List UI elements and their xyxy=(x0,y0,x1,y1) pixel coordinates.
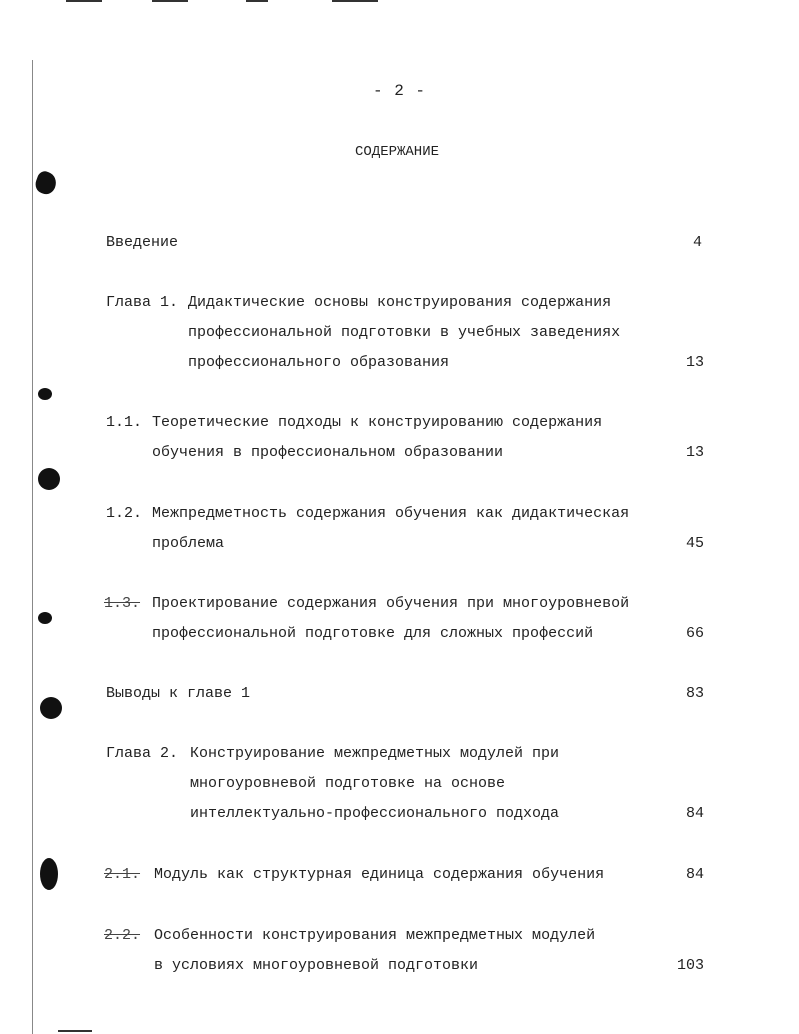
toc-entry-line: Дидактические основы конструирования содержания xyxy=(188,294,612,311)
toc-entry-line: профессиональной подготовке для сложных профессий xyxy=(152,625,594,642)
toc-entry-page: 66 xyxy=(685,625,704,642)
toc-entry-page: 45 xyxy=(685,535,704,552)
toc-entry-page: 13 xyxy=(685,444,704,461)
binding-mark-1 xyxy=(33,169,59,197)
scan-edge-line-top-2 xyxy=(152,0,188,2)
toc-entry-line: проблема xyxy=(152,535,225,552)
toc-entry-number: 2.2. xyxy=(104,927,141,944)
toc-entry-line: профессиональной подготовки в учебных заведениях xyxy=(188,324,621,341)
toc-entry-number: 1.3. xyxy=(104,595,141,612)
toc-title: СОДЕРЖАНИЕ xyxy=(355,144,440,160)
scan-edge-line-top-3 xyxy=(246,0,268,2)
punch-hole-2 xyxy=(40,697,62,719)
toc-entry-line: Межпредметность содержания обучения как дидактическая xyxy=(152,505,630,522)
toc-entry-number: 2.1. xyxy=(104,866,141,883)
toc-entry-number: Глава 1. xyxy=(106,294,179,311)
page-number: - 2 - xyxy=(372,82,426,100)
toc-entry-line: Модуль как структурная единица содержания обучения xyxy=(154,866,605,883)
toc-entry-label: Введение xyxy=(106,234,179,251)
scan-edge-line-left xyxy=(32,60,33,1034)
toc-entry-page: 103 xyxy=(676,957,704,974)
toc-entry-page: 84 xyxy=(685,805,704,822)
scan-edge-line-top-4 xyxy=(332,0,378,2)
binding-mark-2 xyxy=(38,388,52,400)
toc-entry-line: Проектирование содержания обучения при многоуровневой xyxy=(152,595,630,612)
toc-entry-number: Глава 2. xyxy=(106,745,179,762)
scan-edge-line-bottom xyxy=(58,1030,92,1032)
toc-entry-line: обучения в профессиональном образовании xyxy=(152,444,504,461)
toc-entry-line: многоуровневой подготовке на основе xyxy=(190,775,506,792)
toc-entry-line: Теоретические подходы к конструированию содержания xyxy=(152,414,603,431)
toc-entry-number: 1.2. xyxy=(106,505,143,522)
toc-entry-page: 4 xyxy=(692,234,702,251)
punch-hole-1 xyxy=(38,468,60,490)
toc-entry-label: Выводы к главе 1 xyxy=(106,685,251,702)
toc-entry-line: профессионального образования xyxy=(188,354,450,371)
toc-entry-page: 83 xyxy=(685,685,704,702)
toc-entry-line: в условиях многоуровневой подготовки xyxy=(154,957,479,974)
toc-entry-line: интеллектуально-профессионального подхода xyxy=(190,805,560,822)
scan-edge-line-top-1 xyxy=(66,0,102,2)
binding-mark-3 xyxy=(38,612,52,624)
toc-entry-line: Конструирование межпредметных модулей при xyxy=(190,745,560,762)
toc-entry-page: 84 xyxy=(685,866,704,883)
toc-entry-number: 1.1. xyxy=(106,414,143,431)
toc-entry-page: 13 xyxy=(685,354,704,371)
binding-mark-4 xyxy=(40,858,58,890)
toc-entry-line: Особенности конструирования межпредметных модулей xyxy=(154,927,596,944)
